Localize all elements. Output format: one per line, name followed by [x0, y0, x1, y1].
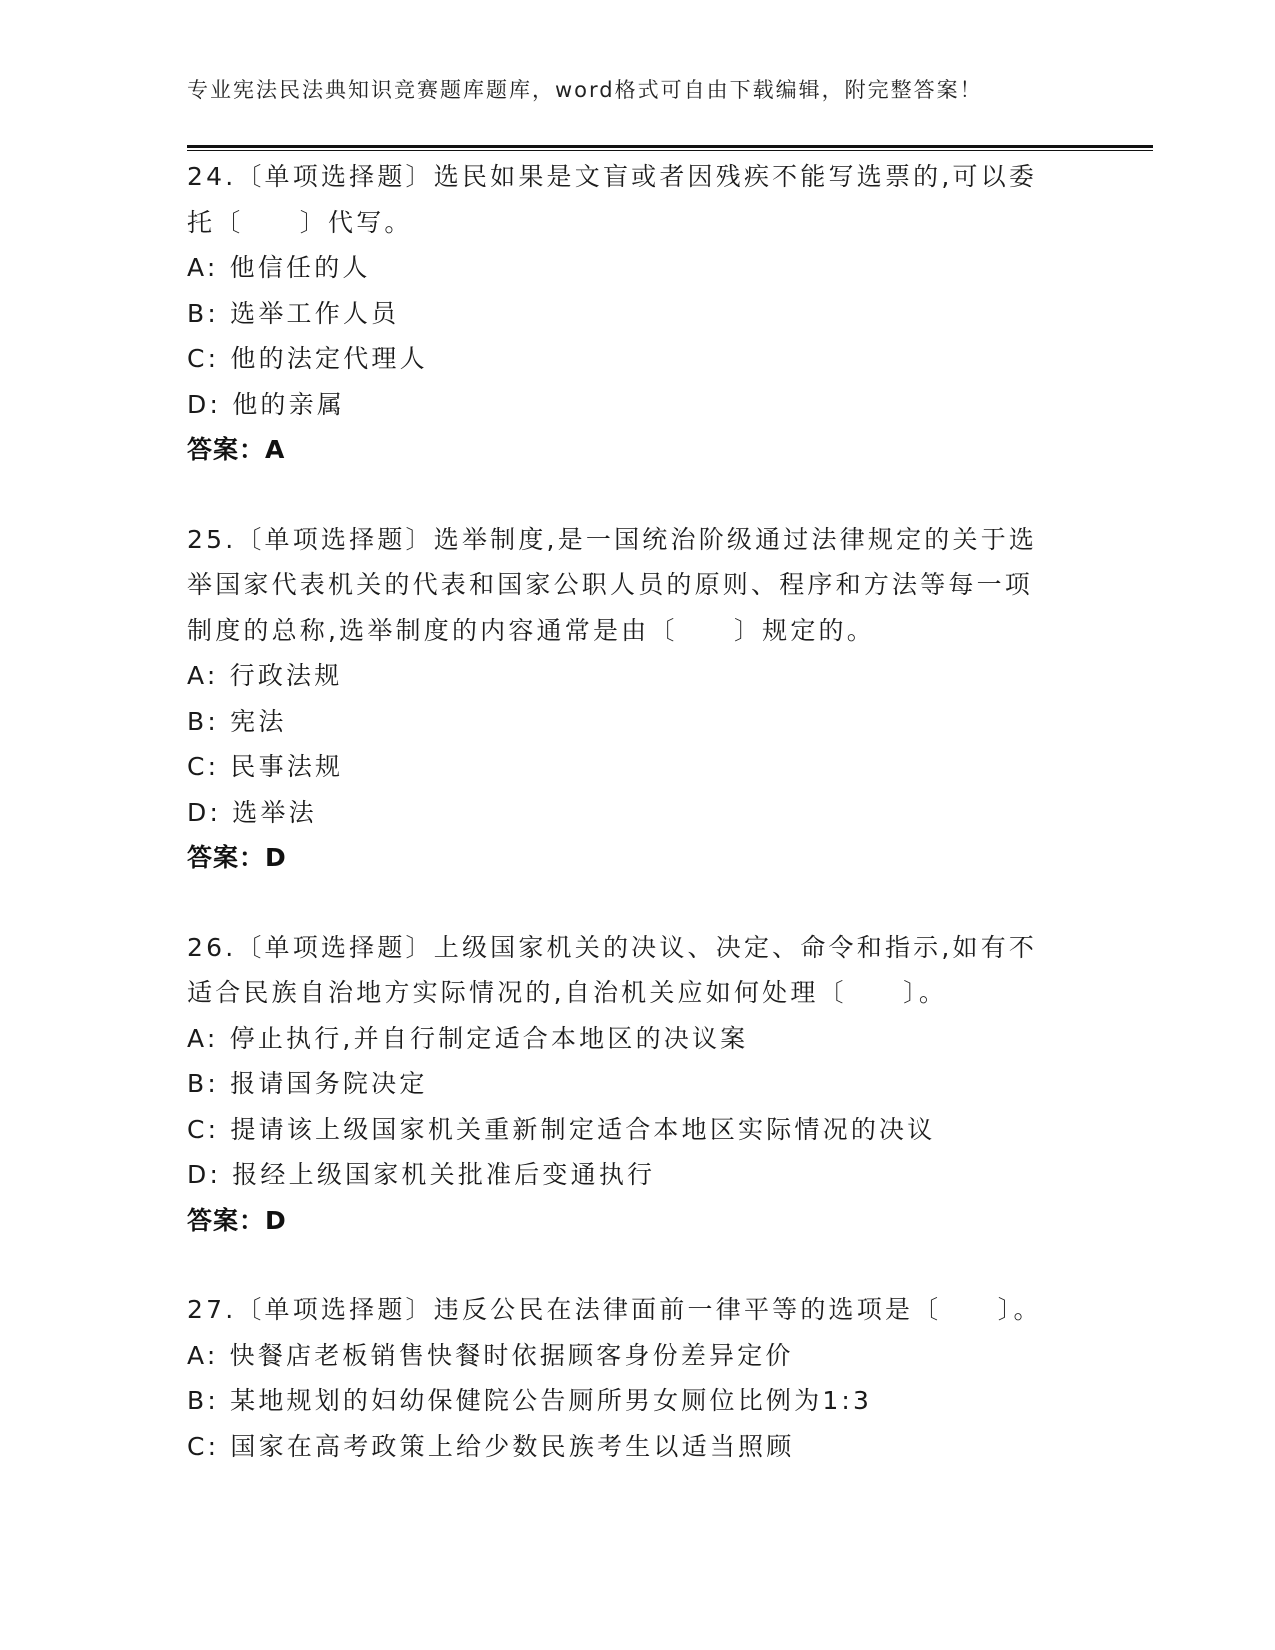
header-divider-thin	[187, 150, 1153, 151]
question-24	[187, 154, 1067, 473]
question-stem-line: 制度的总称,选举制度的内容通常是由〔 〕规定的。	[187, 615, 875, 645]
answer-line: 答案：D	[187, 843, 287, 872]
question-stem-line: 26.〔单项选择题〕上级国家机关的决议、决定、命令和指示,如有不	[187, 932, 1038, 962]
question-list	[187, 154, 1067, 1513]
option-c: C: 民事法规	[187, 752, 344, 781]
option-a: A: 他信任的人	[187, 253, 371, 282]
question-stem	[187, 154, 1067, 245]
option-c: C: 国家在高考政策上给少数民族考生以适当照顾	[187, 1431, 795, 1461]
option-c: C: 提请该上级国家机关重新制定适合本地区实际情况的决议	[187, 1114, 936, 1144]
question-25	[187, 517, 1067, 881]
answer-line: 答案：A	[187, 435, 286, 464]
option-b: B: 某地规划的妇幼保健院公告厕所男女厕位比例为1:3	[187, 1386, 873, 1415]
question-stem-line: 托〔 〕代写。	[187, 207, 413, 237]
option-d: D: 报经上级国家机关批准后变通执行	[187, 1160, 656, 1189]
page-header-note: 专业宪法民法典知识竞赛题库题库，word格式可自由下载编辑，附完整答案！	[187, 78, 983, 102]
option-a: A: 快餐店老板销售快餐时依据顾客身份差异定价	[187, 1340, 794, 1370]
option-a: A: 行政法规	[187, 661, 343, 690]
question-stem-line: 27.〔单项选择题〕违反公民在法律面前一律平等的选项是〔 〕。	[187, 1295, 1042, 1324]
option-b: B: 宪法	[187, 706, 287, 736]
option-c: C: 他的法定代理人	[187, 344, 428, 373]
question-stem	[187, 517, 1067, 654]
option-d: D: 选举法	[187, 797, 317, 827]
question-stem	[187, 925, 1067, 1016]
option-d: D: 他的亲属	[187, 389, 346, 419]
question-stem-line: 25.〔单项选择题〕选举制度,是一国统治阶级通过法律规定的关于选	[187, 524, 1038, 554]
question-stem-line: 24.〔单项选择题〕选民如果是文盲或者因残疾不能写选票的,可以委	[187, 162, 1038, 191]
question-stem-line: 适合民族自治地方实际情况的,自治机关应如何处理〔 〕。	[187, 978, 948, 1007]
question-27	[187, 1287, 1067, 1469]
header-divider-thick	[187, 145, 1153, 148]
option-b: B: 报请国务院决定	[187, 1069, 428, 1098]
question-stem-line: 举国家代表机关的代表和国家公职人员的原则、程序和方法等每一项	[187, 570, 1034, 599]
question-stem	[187, 1287, 1067, 1333]
option-b: B: 选举工作人员	[187, 298, 400, 328]
option-a: A: 停止执行,并自行制定适合本地区的决议案	[187, 1023, 749, 1053]
question-26	[187, 925, 1067, 1244]
answer-line: 答案：D	[187, 1205, 287, 1235]
